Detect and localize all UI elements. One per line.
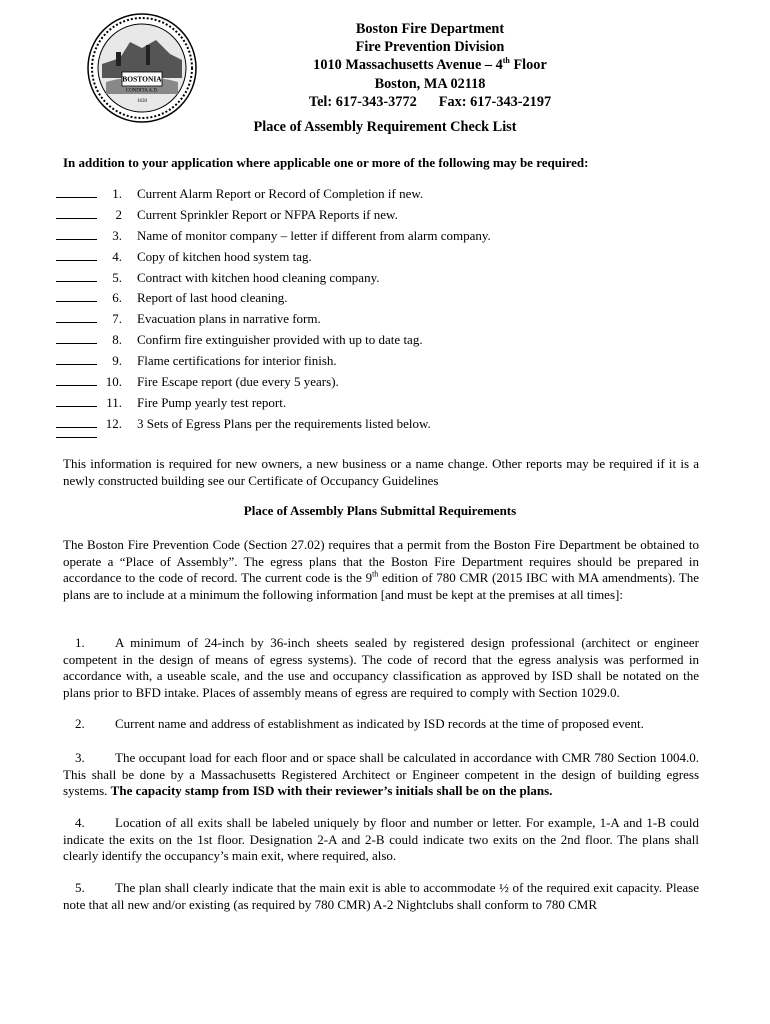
checkbox-blank[interactable] (56, 197, 97, 198)
checkbox-blank[interactable] (56, 281, 97, 282)
requirement-2: 2. Current name and address of establishment as indicated by ISD records at the time of proposed event. (75, 716, 644, 731)
checkbox-blank[interactable] (56, 364, 97, 365)
org-name: Boston Fire Department (355, 21, 505, 37)
capacity-stamp-note: The capacity stamp from ISD with their reviewer’s initials shall be on the plans. (110, 783, 553, 799)
fax: Fax: 617-343-2197 (438, 93, 552, 110)
seal-text-year: 1630 (137, 99, 147, 104)
requirement-1: 1. A minimum of 24-inch by 36-inch sheets sealed by registered design professional (architect or engineer competent in the design of means of egress systems). The code of record that the egress analysis was performed in accordance with, a useable scale, and the use and occupancy classification as approved by ISD shall be notated on the plans prior to BFD intake. Places of assembly means of egress are required to comply with Section 1029.0. (63, 635, 699, 700)
letterhead (220, 20, 640, 111)
checkbox-blank[interactable] (56, 260, 97, 261)
checkbox-blank[interactable] (56, 385, 97, 386)
checkbox-blank[interactable] (56, 301, 97, 302)
street-address: 1010 Massachusetts Avenue – 4th Floor (313, 56, 547, 74)
document-title: Place of Assembly Requirement Check List (253, 119, 517, 135)
info-paragraph: This information is required for new owners, a new business or a name change. Other reports may be required if it is a newly constructed building see our Certificate of Occupancy Guidelines (63, 456, 699, 488)
requirement-4: 4. Location of all exits shall be labeled uniquely by floor and number or letter. For example, 1-A and 1-B could indicate the exits on the 1st floor. Designation 2-A and 2-B could indicate two exits on the 2nd floor. The plans shall clearly identify the occupancy’s main exit, where required, also. (63, 815, 699, 864)
checkbox-blank[interactable] (56, 239, 97, 240)
seal-text-top: BOSTONIA (122, 74, 162, 84)
checkbox-blank[interactable] (56, 427, 97, 428)
section-heading: Place of Assembly Plans Submittal Requirements (243, 503, 517, 518)
checkbox-blank-extra[interactable] (56, 437, 97, 438)
city-address: Boston, MA 02118 (374, 75, 486, 92)
division-name: Fire Prevention Division (355, 39, 505, 56)
checkbox-blank[interactable] (56, 406, 97, 407)
tel: Tel: 617-343-3772 (308, 93, 417, 110)
checkbox-blank[interactable] (56, 218, 97, 219)
code-paragraph: The Boston Fire Prevention Code (Section 27.02) requires that a permit from the Boston Fire Department be obtained to operate a “Place of Assembly”. The egress plans that the Boston Fire Department requires should be prepared in accordance to the code of record. The current code is the 9th edition of 780 CMR (2015 IBC with MA amendments). The plans are to include at a minimum the following information [and must be kept at the premises at all times]: (63, 537, 700, 602)
city-seal (86, 12, 198, 124)
requirement-3: 3. The occupant load for each floor and or space shall be calculated in accordance with CMR 780 Section 1004.0. This shall be done by a Massachusetts Registered Architect or Engineer competent in the design of building egress systems. The capacity stamp from ISD with their reviewer’s initials shall be on the plans. (63, 750, 699, 799)
intro-text: In addition to your application where applicable one or more of the following may be required: (63, 155, 589, 170)
seal-text-mid: CONDITA A.D. (125, 88, 159, 94)
phone-line (220, 93, 640, 111)
checkbox-blank[interactable] (56, 343, 97, 344)
requirement-5: 5. The plan shall clearly indicate that the main exit is able to accommodate ½ of the required exit capacity. Please note that all new and/or existing (as required by 780 CMR) A-2 Nightclubs shall conform to 780 CMR (63, 880, 699, 912)
checkbox-blank[interactable] (56, 322, 97, 323)
